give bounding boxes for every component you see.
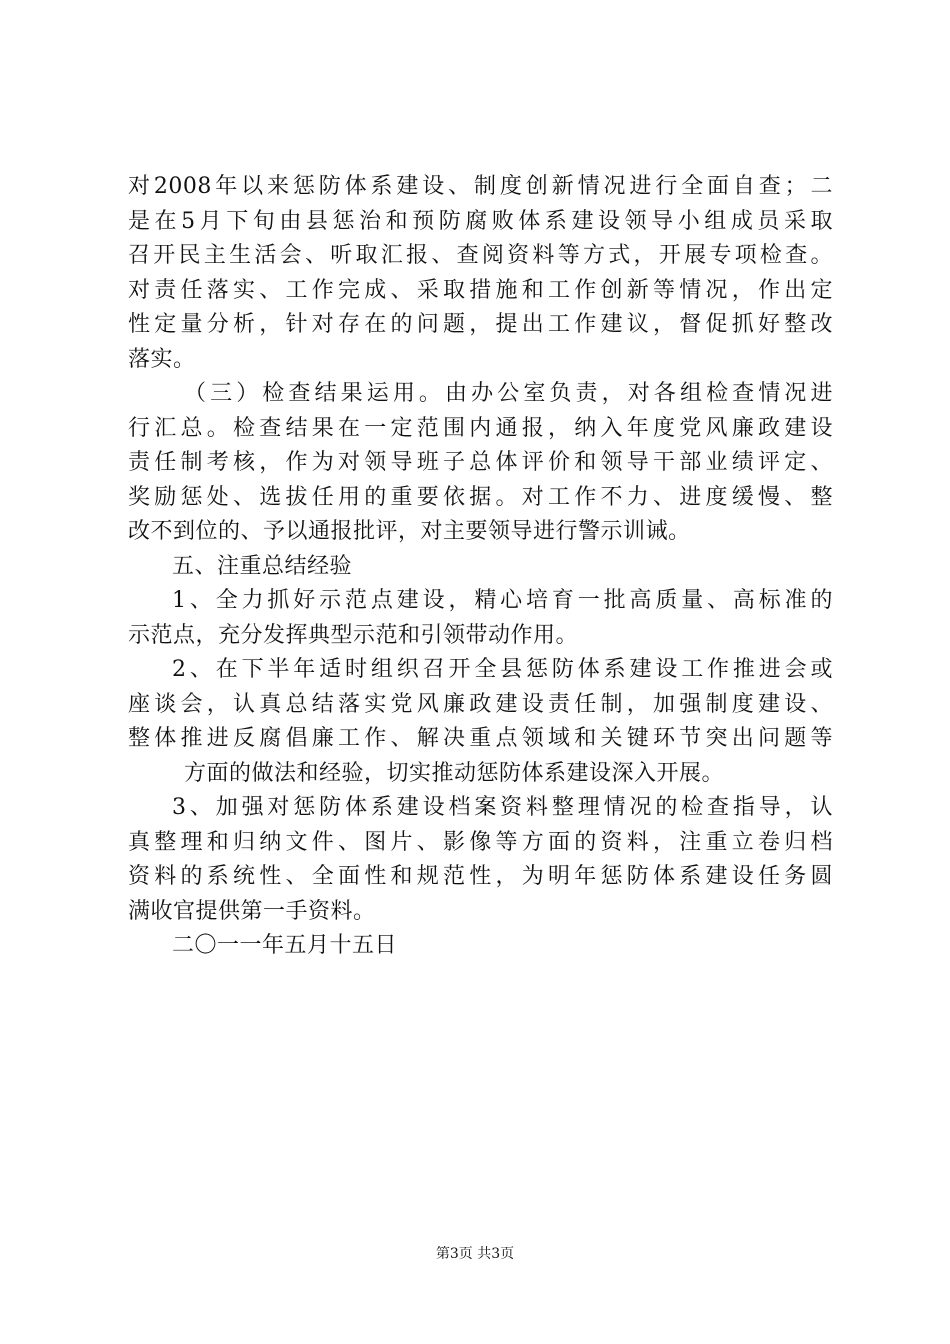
text-line: 召开民主生活会、听取汇报、查阅资料等方式，开展专项检查。 xyxy=(128,243,833,268)
text-line: 责任制考核，作为对领导班子总体评价和领导干部业绩评定、 xyxy=(128,450,833,475)
text-line: 示范点，充分发挥典型示范和引领带动作用。 xyxy=(128,622,579,648)
text-line: 行汇总。检查结果在一定范围内通报，纳入年度党风廉政建设 xyxy=(128,415,833,441)
list-item-3: 3、加强对惩防体系建设档案资料整理情况的检查指导，认 xyxy=(172,795,833,820)
list-item-2: 2、在下半年适时组织召开全县惩防体系建设工作推进会或 xyxy=(172,657,833,682)
text-line: 是在5月下旬由县惩治和预防腐败体系建设领导小组成员采取 xyxy=(128,208,833,234)
text-line: 对2008年以来惩防体系建设、制度创新情况进行全面自查；二 xyxy=(128,174,833,199)
text-line: 资料的系统性、全面性和规范性，为明年惩防体系建设任务圆 xyxy=(128,864,833,889)
text-line: 改不到位的、予以通报批评，对主要领导进行警示训诫。 xyxy=(128,519,691,544)
section-heading-5: 五、注重总结经验 xyxy=(172,553,353,579)
section-heading-3: （三）检查结果运用。由办公室负责，对各组检查情况进 xyxy=(184,381,833,406)
text-line: 真整理和归纳文件、图片、影像等方面的资料，注重立卷归档 xyxy=(128,829,833,855)
text-line: 性定量分析，针对存在的问题，提出工作建议，督促抓好整改 xyxy=(128,312,833,337)
text-line: 奖励惩处、选拔任用的重要依据。对工作不力、进度缓慢、整 xyxy=(128,484,833,510)
text-line: 整体推进反腐倡廉工作、解决重点领域和关键环节突出问题等 xyxy=(128,726,833,751)
text-line: 满收官提供第一手资料。 xyxy=(128,898,376,924)
page-number: 第3页 共3页 xyxy=(435,1246,515,1262)
text-line: 座谈会，认真总结落实党风廉政建设责任制，加强制度建设、 xyxy=(128,691,833,717)
document-body xyxy=(128,170,833,964)
list-item-1: 1、全力抓好示范点建设，精心培育一批高质量、高标准的 xyxy=(172,588,833,613)
text-line: 落实。 xyxy=(128,346,196,372)
text-line: 方面的做法和经验，切实推动惩防体系建设深入开展。 xyxy=(184,760,725,786)
text-line: 对责任落实、工作完成、采取措施和工作创新等情况，作出定 xyxy=(128,277,833,303)
document-date: 二〇一一年五月十五日 xyxy=(172,933,398,958)
